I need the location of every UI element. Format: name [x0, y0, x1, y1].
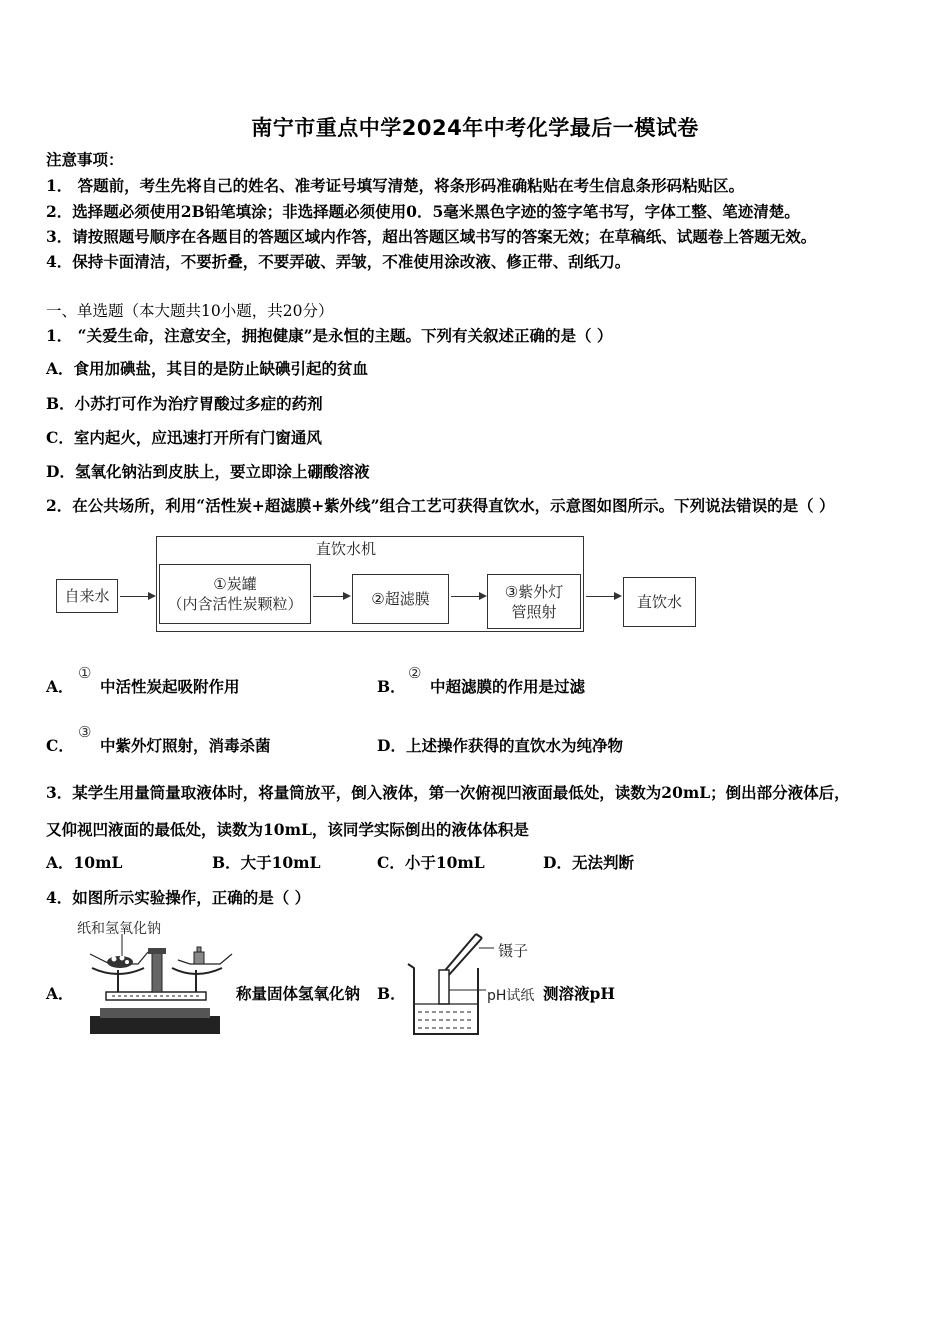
- uv-lamp-note: 管照射: [511, 602, 557, 621]
- question-1-option-d: D．氢氧化钠沾到皮肤上，要立即涂上硼酸溶液: [46, 462, 370, 481]
- question-3-option-d: D．无法判断: [543, 853, 634, 872]
- flow-arrow: [120, 596, 154, 597]
- notice-item: 1． 答题前，考生先将自己的姓名、准考证号填写清楚，将条形码准确粘贴在考生信息条形码粘贴区。: [46, 176, 745, 195]
- question-2-option-a-label: A．: [46, 677, 74, 696]
- question-1-option-c: C．室内起火，应迅速打开所有门窗通风: [46, 428, 322, 447]
- question-2-option-a-mark: ①: [78, 664, 92, 682]
- flow-arrow: [451, 596, 485, 597]
- tweezers-icon: [442, 934, 476, 974]
- water-purifier-diagram: [54, 534, 704, 634]
- uv-lamp-box: [487, 574, 581, 629]
- question-2-option-a-text: 中活性炭起吸附作用: [100, 677, 240, 696]
- question-4-stem: 4．如图所示实验操作，正确的是（ ）: [46, 888, 311, 907]
- question-3-option-a: A．10mL: [46, 853, 123, 872]
- notice-item: 2．选择题必须使用2B铅笔填涂；非选择题必须使用0．5毫米黑色字迹的签字笔书写，字体工整、笔迹清楚。: [46, 202, 800, 221]
- question-2-option-c-label: C．: [46, 736, 74, 755]
- tap-water-box: 自来水: [56, 579, 118, 613]
- question-3-stem: 3．某学生用量筒量取液体时，将量筒放平，倒入液体，第一次俯视凹液面最低处，读数为20mL；倒出部分液体后，: [46, 783, 850, 802]
- notice-heading: 注意事项：: [46, 150, 124, 169]
- tweezers-label: 镊子: [498, 942, 529, 960]
- question-1-option-b: B．小苏打可作为治疗胃酸过多症的药剂: [46, 394, 323, 413]
- question-2-option-b-mark: ②: [408, 664, 422, 682]
- notice-item: 3．请按照题号顺序在各题目的答题区域内作答，超出答题区域书写的答案无效；在草稿纸、试题卷上答题无效。: [46, 227, 817, 246]
- beaker-illustration: [404, 930, 494, 1040]
- question-2-option-c-text: 中紫外灯照射，消毒杀菌: [100, 736, 271, 755]
- balance-base: [90, 1016, 220, 1034]
- section-heading: 一、单选题（本大题共10小题，共20分）: [46, 302, 334, 320]
- question-2-option-b-label: B．: [377, 677, 406, 696]
- question-3-option-c: C．小于10mL: [377, 853, 485, 872]
- question-1-option-a: A．食用加碘盐，其目的是防止缺碘引起的贫血: [46, 359, 369, 378]
- balance-illustration: [82, 934, 238, 1040]
- page-title: 南宁市重点中学2024年中考化学最后一模试卷: [251, 116, 699, 140]
- carbon-tank-box: [159, 564, 311, 624]
- notice-item: 4．保持卡面清洁，不要折叠，不要弄破、弄皱，不准使用涂改液、修正带、刮纸刀。: [46, 252, 631, 271]
- question-2-option-c-mark: ③: [78, 723, 92, 741]
- weight-icon: [194, 952, 204, 964]
- carbon-tank-label: ①炭罐: [213, 575, 257, 593]
- question-4-option-b-text: 测溶液pH: [543, 984, 615, 1003]
- question-2-option-b-text: 中超滤膜的作用是过滤: [430, 677, 586, 696]
- carbon-tank-note: （内含活性炭颗粒）: [167, 595, 303, 613]
- ultrafiltration-box: ②超滤膜: [352, 574, 449, 624]
- question-1-stem: 1． “关爱生命，注意安全，拥抱健康”是永恒的主题。下列有关叙述正确的是（ ）: [46, 326, 613, 345]
- question-4-option-a-label: A．: [46, 984, 74, 1003]
- balance-base-top: [100, 1008, 210, 1018]
- question-3-stem: 又仰视凹液面的最低处，读数为10mL，该同学实际倒出的液体体积是: [46, 820, 529, 839]
- drinking-water-box: 直饮水: [623, 577, 696, 627]
- question-3-option-b: B．大于10mL: [212, 853, 321, 872]
- flow-arrow: [313, 596, 349, 597]
- ph-paper-label: pH试纸: [487, 988, 535, 1004]
- question-4-option-b-label: B．: [377, 984, 406, 1003]
- balance-figure-label: 纸和氢氧化钠: [77, 921, 161, 937]
- machine-label: 直饮水机: [316, 540, 377, 558]
- flow-arrow: [586, 596, 620, 597]
- uv-lamp-label: ③紫外灯: [504, 582, 564, 601]
- balance-pointer-post: [152, 952, 162, 992]
- ph-paper: [439, 970, 449, 1004]
- question-2-option-d: D．上述操作获得的直饮水为纯净物: [377, 736, 623, 755]
- question-2-stem: 2．在公共场所，利用“活性炭+超滤膜+紫外线”组合工艺可获得直饮水，示意图如图所示。下列说法错误的是（ ）: [46, 496, 835, 515]
- question-4-option-a-text: 称量固体氢氧化钠: [236, 984, 361, 1003]
